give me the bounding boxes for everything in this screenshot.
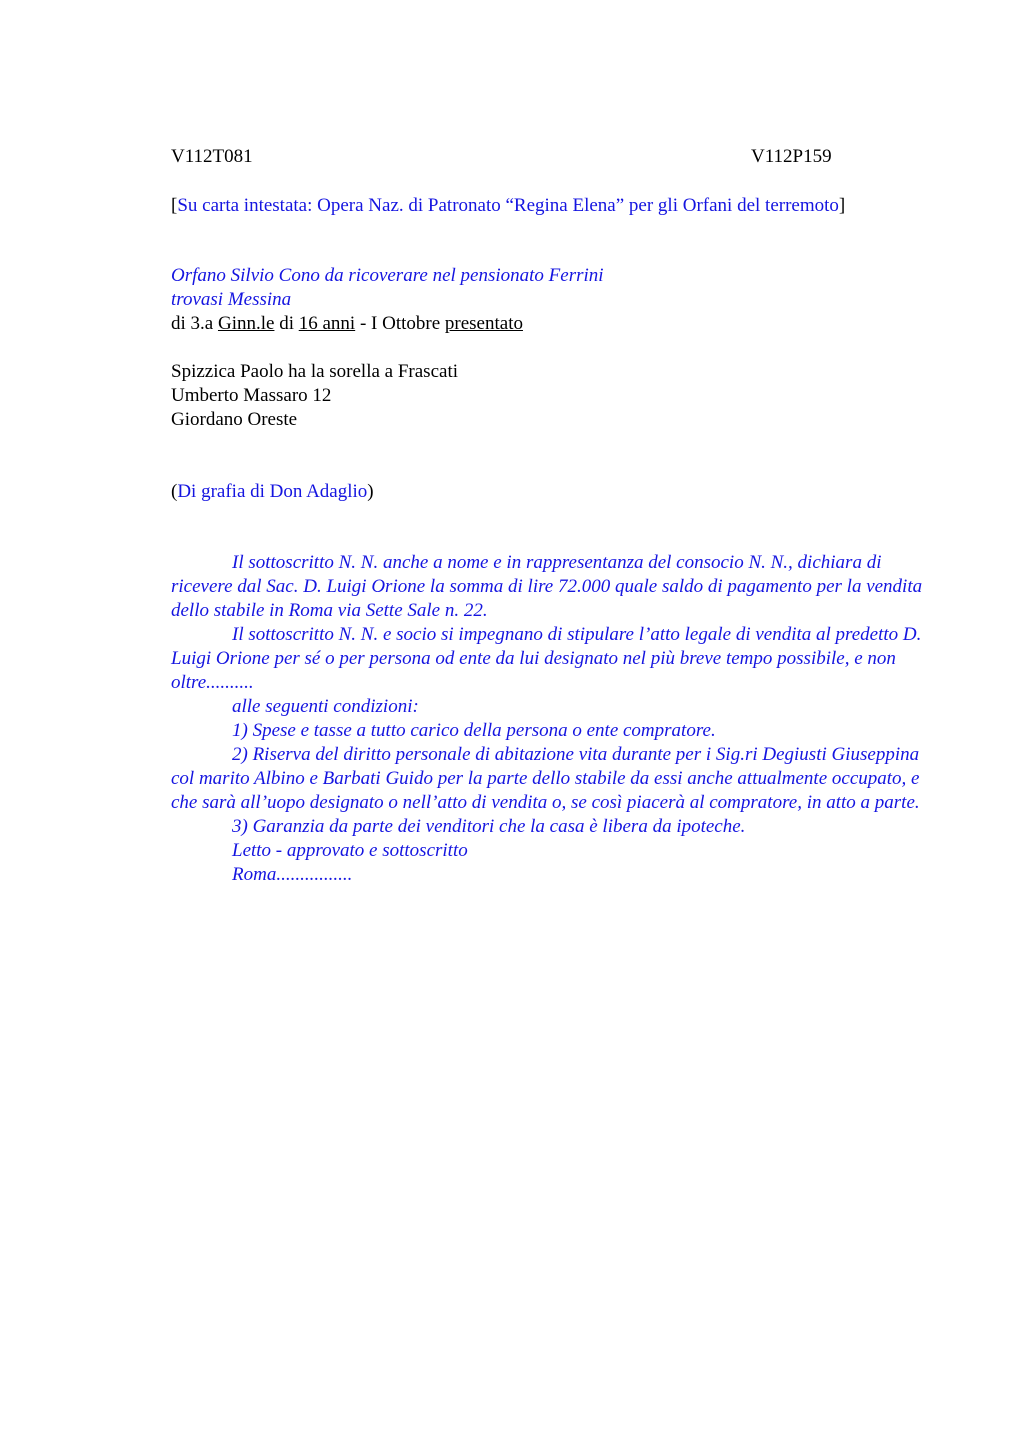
receipt-paragraph: Il sottoscritto N. N. e socio si impegnano di stipulare l’atto legale di vendita al predetto D. Luigi Orione per sé o per persona od ente da lui designato nel più breve tempo possibile, e non oltre.......... — [171, 624, 922, 693]
name-line: Spizzica Paolo ha la sorella a Frascati — [171, 361, 459, 382]
condition-3: 3) Garanzia da parte dei venditori che la casa è libera da ipoteche. — [232, 816, 746, 837]
archive-code-right: V112P159 — [751, 146, 832, 167]
letterhead-text: Su carta intestata: Opera Naz. di Patronato “Regina Elena” per gli Orfani del terremoto — [177, 195, 839, 216]
handwriting-note: (Di grafia di Don Adaglio) — [171, 481, 374, 502]
letterhead-note: [Su carta intestata: Opera Naz. di Patronato “Regina Elena” per gli Orfani del terremoto] — [171, 195, 846, 216]
approval-line: Letto - approvato e sottoscritto — [232, 840, 468, 861]
orphan-line-2: trovasi Messina — [171, 289, 292, 310]
document-header — [171, 145, 931, 169]
names-list — [171, 360, 931, 432]
receipt-paragraph: Il sottoscritto N. N. anche a nome e in rappresentanza del consocio N. N., dichiara di ricevere dal Sac. D. Luigi Orione la somma di lire 72.000 quale saldo di pagamento per la vendita dello stabile in Roma via Sette Sale n. 22. — [171, 552, 923, 621]
place-line: Roma................ — [232, 864, 353, 885]
handwriting-note-text: Di grafia di Don Adaglio — [177, 481, 368, 502]
archive-code-left: V112T081 — [171, 146, 253, 167]
condition-2: 2) Riserva del diritto personale di abitazione vita durante per i Sig.ri Degiusti Giuseppina col marito Albino e Barbati Guido per la parte dello stabile da essi anche attualmente occupato, e che sarà all’uopo designato o nell’atto di vendita o, se così piacerà al compratore, in atto a parte. — [171, 744, 920, 813]
name-line: Umberto Massaro 12 — [171, 385, 332, 406]
orphan-line-1: Orfano Silvio Cono da ricoverare nel pensionato Ferrini — [171, 265, 604, 286]
orphan-note — [171, 264, 931, 336]
name-line: Giordano Oreste — [171, 409, 298, 430]
receipt-body — [171, 551, 931, 887]
receipt-paragraph: alle seguenti condizioni: — [232, 696, 419, 717]
document-page — [171, 145, 931, 887]
condition-1: 1) Spese e tasse a tutto carico della persona o ente compratore. — [232, 720, 716, 741]
orphan-line-3: di 3.a Ginn.le di 16 anni - I Ottobre presentato — [171, 313, 523, 334]
